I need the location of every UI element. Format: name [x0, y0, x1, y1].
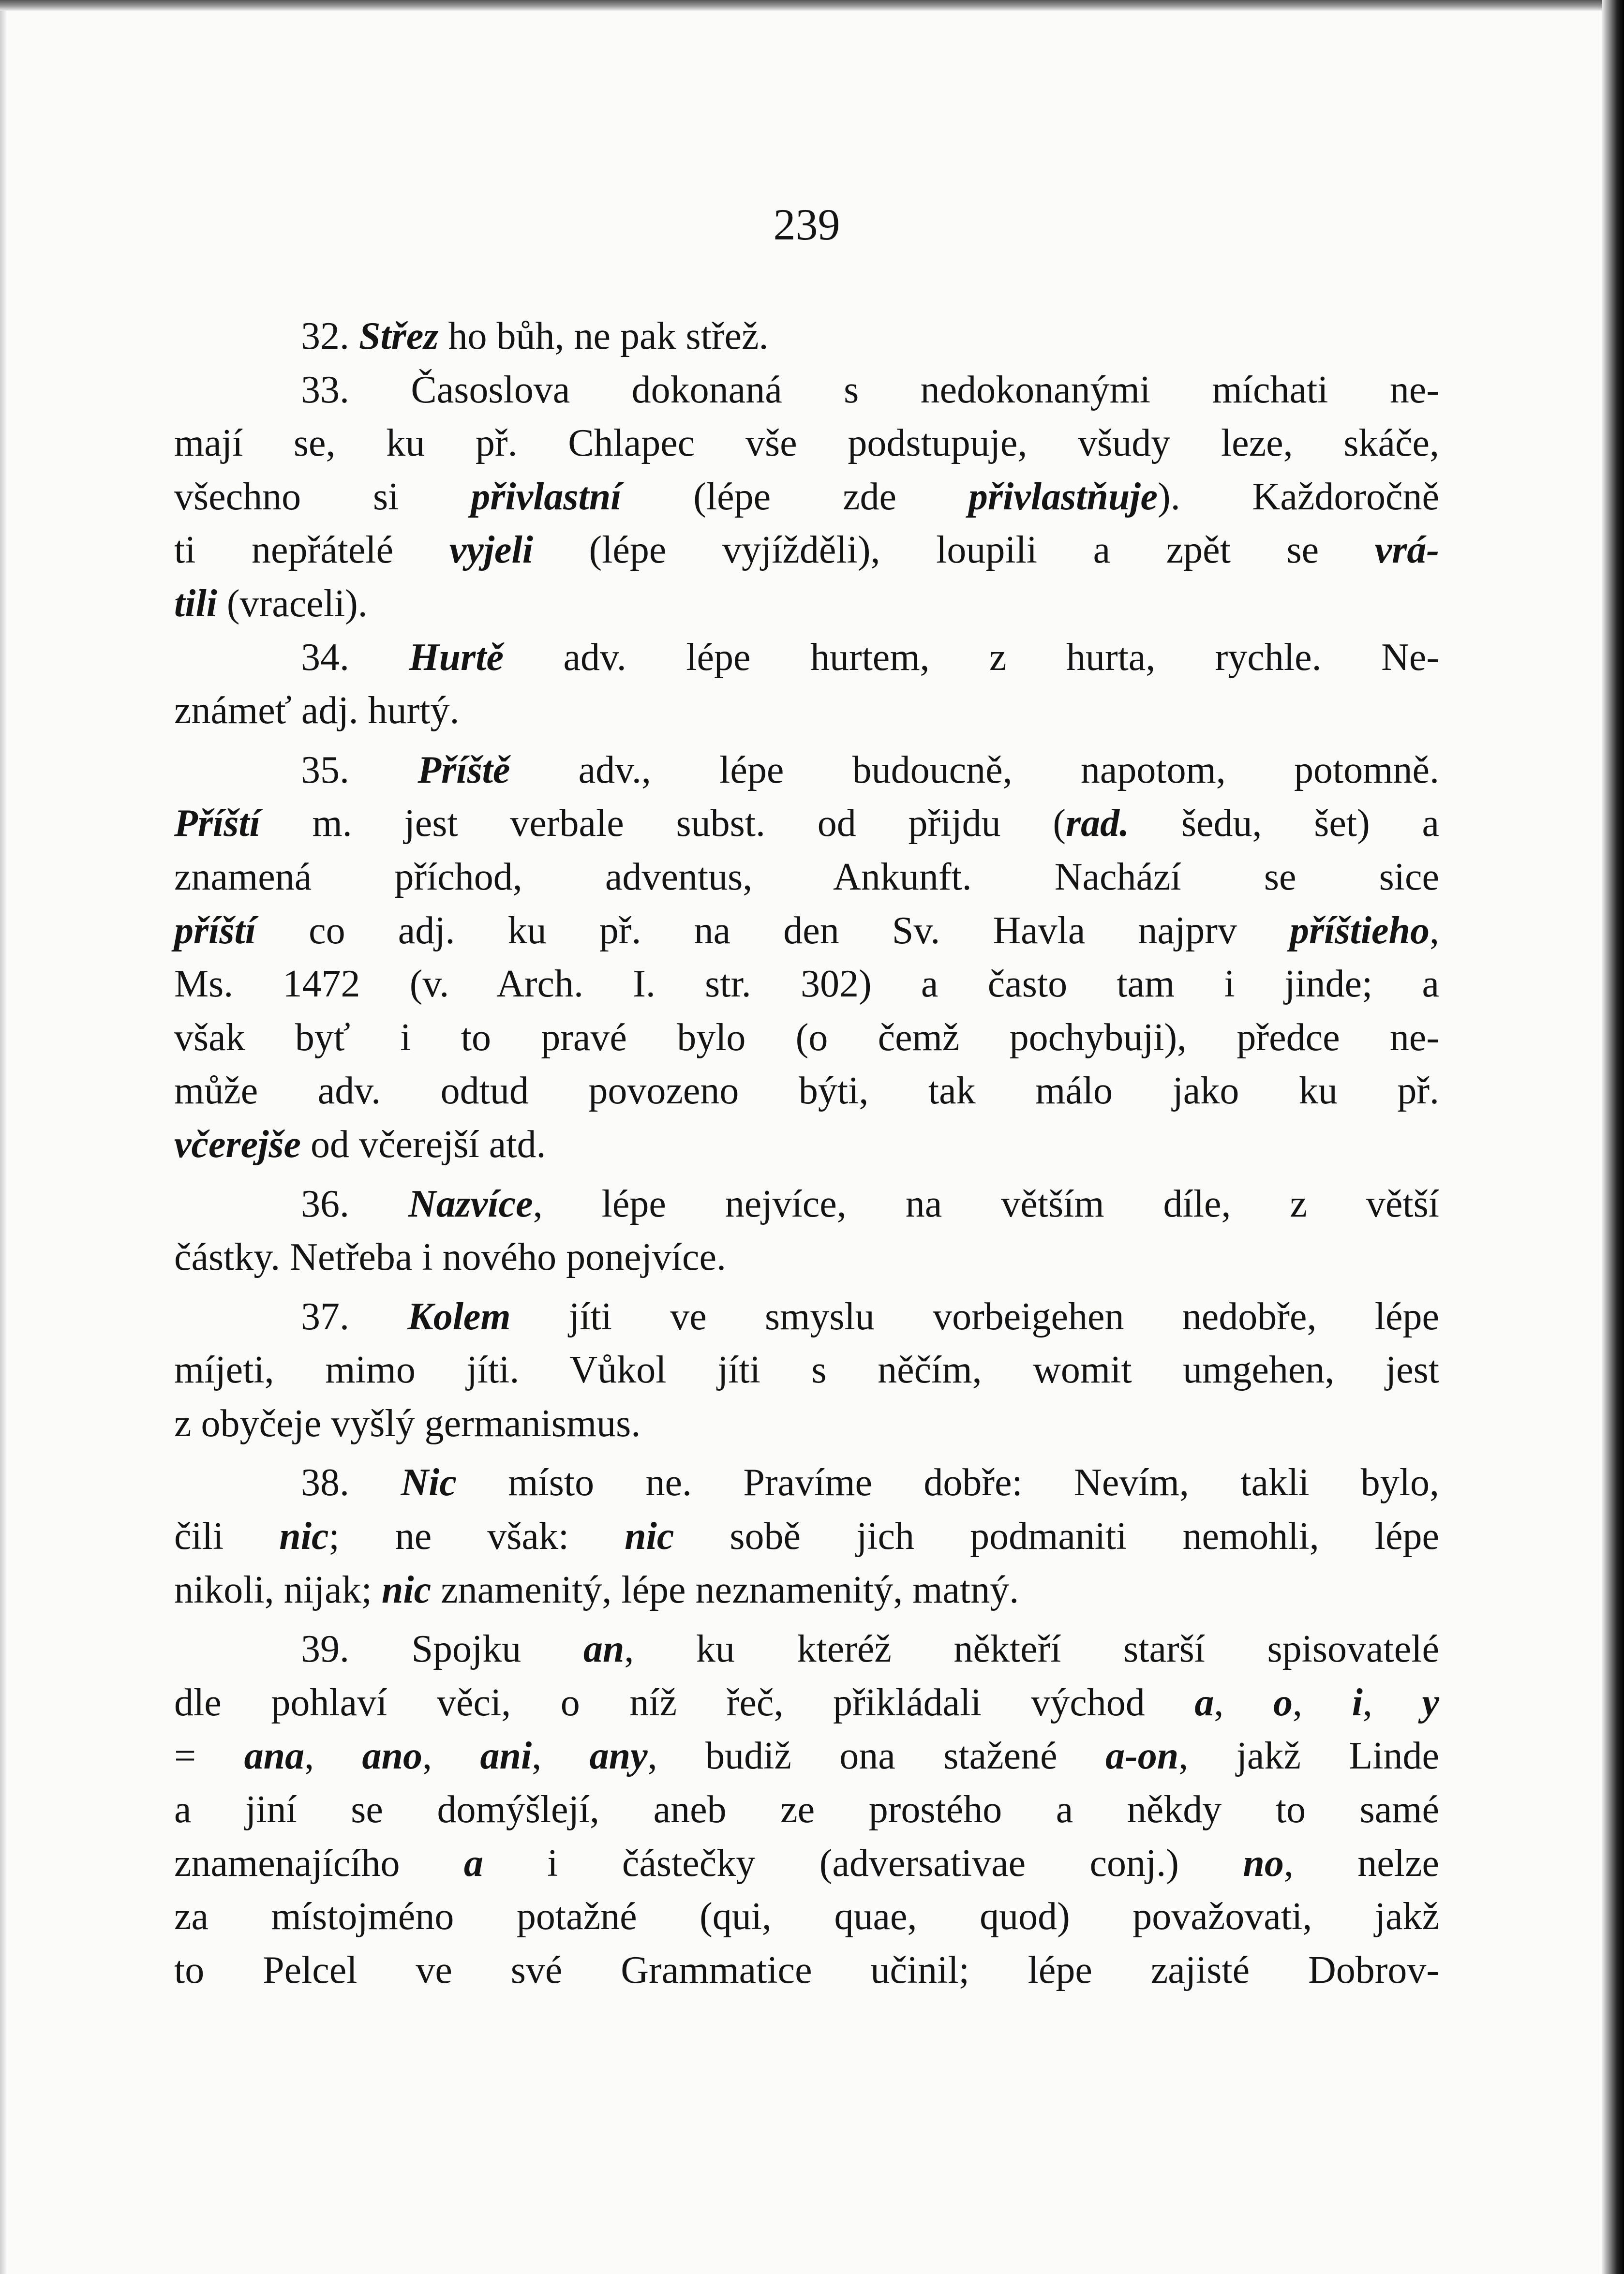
text-run: z obyčeje vyšlý germanismus.	[174, 1402, 641, 1445]
text-line	[174, 1231, 1439, 1284]
italic-term: ana	[244, 1735, 305, 1778]
text-line	[174, 1290, 1439, 1344]
text-line	[174, 363, 1439, 417]
text-run: , jakž Linde	[1178, 1735, 1439, 1778]
text-line	[174, 1729, 1439, 1783]
text-run: , ku kteréž někteří starší spisovatelé	[624, 1628, 1439, 1671]
text-run: (lépe vyjížděli), loupili a zpět se	[533, 529, 1375, 572]
text-run: za místojméno potažné (qui, quae, quod) považovati, jakž	[174, 1895, 1439, 1938]
text-run: m. jest verbale subst. od přijdu (	[260, 802, 1066, 845]
text-run: ; ne však:	[328, 1515, 625, 1558]
text-run: všechno si	[174, 475, 471, 518]
text-run: částky. Netřeba i nového ponejvíce.	[174, 1236, 727, 1279]
text-run: ,	[304, 1735, 362, 1778]
text-line	[174, 416, 1439, 470]
text-run: a jiní se domýšlejí, aneb ze prostého a někdy to samé	[174, 1788, 1439, 1831]
italic-term: přivlastňuje	[968, 475, 1158, 518]
page-right-edge-shadow	[1602, 0, 1624, 2274]
text-run: 32.	[301, 315, 359, 357]
italic-term: vyjeli	[449, 529, 533, 572]
text-run: ,	[1214, 1681, 1274, 1724]
text-run: ,	[422, 1735, 480, 1778]
text-run: , budiž ona stažené	[647, 1735, 1106, 1778]
text-run: ti nepřátelé	[174, 529, 449, 572]
italic-term: Nazvíce	[408, 1182, 533, 1225]
text-run: 39. Spojku	[301, 1628, 583, 1671]
text-line	[174, 1343, 1439, 1397]
text-run: čili	[174, 1515, 280, 1558]
italic-term: nic	[279, 1515, 329, 1558]
text-run: 34.	[301, 636, 409, 679]
text-run: sobě jich podmaniti nemohli, lépe	[674, 1515, 1439, 1558]
italic-term: y	[1422, 1681, 1440, 1724]
text-line	[174, 470, 1439, 524]
text-line	[174, 523, 1439, 577]
italic-term: Hurtě	[409, 636, 504, 679]
text-run: , nelze	[1283, 1842, 1439, 1885]
text-run: adv. lépe hurtem, z hurta, rychle. Ne-	[504, 636, 1440, 679]
text-line	[174, 1064, 1439, 1118]
text-line	[174, 904, 1439, 958]
text-run: znamená příchod, adventus, Ankunft. Nachází se sice	[174, 855, 1439, 898]
text-run: (vraceli).	[217, 582, 368, 625]
text-line	[174, 1510, 1439, 1563]
italic-term: a	[463, 1842, 483, 1885]
text-run: ). Každoročně	[1158, 475, 1439, 518]
text-run: to Pelcel ve své Grammatice učinil; lépe zajisté Dobrov-	[174, 1948, 1439, 1992]
text-line	[174, 310, 1439, 363]
text-run: nikoli, nijak;	[174, 1568, 382, 1611]
italic-term: včerejše	[174, 1123, 301, 1166]
text-run: znamenajícího	[174, 1842, 464, 1885]
italic-term: Kolem	[407, 1295, 511, 1338]
text-line	[174, 1676, 1439, 1730]
italic-term: ani	[480, 1735, 532, 1778]
text-run: však byť i to pravé bylo (o čemž pochybuji), předce ne-	[174, 1016, 1439, 1059]
text-run: může adv. odtud povozeno býti, tak málo jako ku př.	[174, 1070, 1439, 1113]
text-run: ,	[1293, 1681, 1352, 1724]
text-line	[174, 577, 1439, 631]
text-line	[174, 1622, 1439, 1676]
italic-term: příští	[174, 909, 256, 952]
text-line	[174, 850, 1439, 904]
text-run: dle pohlaví věci, o níž řeč, přikládali východ	[174, 1681, 1195, 1724]
italic-term: příštieho	[1290, 909, 1430, 952]
text-run: 36.	[301, 1182, 408, 1225]
text-line	[174, 1011, 1439, 1065]
text-run: , lépe nejvíce, na větším díle, z větší	[533, 1182, 1440, 1225]
text-run: mají se, ku př. Chlapec vše podstupuje, všudy leze, skáče,	[174, 422, 1439, 465]
text-run: Ms. 1472 (v. Arch. I. str. 302) a často tam i jinde; a	[174, 963, 1439, 1006]
page-number: 239	[773, 200, 840, 249]
text-line	[174, 1837, 1439, 1890]
italic-term: o	[1273, 1681, 1293, 1724]
text-line	[174, 1118, 1439, 1172]
text-line	[174, 1397, 1439, 1451]
body-text	[174, 310, 1439, 1997]
italic-term: nic	[625, 1515, 674, 1558]
italic-term: an	[583, 1628, 625, 1671]
italic-term: Příští	[174, 802, 260, 845]
text-run: ,	[1430, 909, 1439, 952]
text-line	[174, 631, 1439, 684]
italic-term: přivlastní	[471, 475, 622, 518]
italic-term: Nic	[401, 1461, 457, 1504]
text-line	[174, 743, 1439, 797]
text-line	[174, 1783, 1439, 1837]
text-line	[174, 797, 1439, 850]
italic-term: rad.	[1065, 802, 1130, 845]
italic-term: nic	[381, 1568, 432, 1611]
text-run: ho bůh, ne pak střež.	[438, 315, 769, 357]
text-line	[174, 684, 1439, 738]
text-run: od včerejší atd.	[301, 1123, 546, 1166]
text-run: šedu, šet) a	[1129, 802, 1440, 845]
text-run: (lépe zde	[621, 475, 968, 518]
italic-term: no	[1243, 1842, 1284, 1885]
text-run: ,	[1362, 1681, 1422, 1724]
italic-term: Příště	[417, 748, 510, 791]
text-run: =	[174, 1735, 244, 1778]
italic-term: vrá-	[1374, 529, 1439, 572]
italic-term: Střez	[359, 315, 439, 357]
text-run: 38.	[301, 1461, 401, 1504]
text-run: jíti ve smyslu vorbeigehen nedobře, lépe	[510, 1295, 1440, 1338]
text-line	[174, 1944, 1439, 1997]
page-left-edge	[0, 0, 7, 2274]
text-run: ,	[532, 1735, 590, 1778]
italic-term: any	[589, 1735, 648, 1778]
italic-term: i	[1352, 1681, 1363, 1724]
text-run: známeť adj. hurtý.	[174, 689, 460, 732]
text-run: 33. Časoslova dokonaná s nedokonanými míchati ne-	[301, 368, 1439, 411]
text-run: 37.	[301, 1295, 408, 1338]
text-line	[174, 1177, 1439, 1231]
italic-term: tili	[174, 582, 217, 625]
text-line	[174, 1456, 1439, 1510]
text-line	[174, 957, 1439, 1011]
text-run: míjeti, mimo jíti. Vůkol jíti s něčím, womit umgehen, jest	[174, 1349, 1439, 1392]
text-run: i částečky (adversativae conj.)	[483, 1842, 1243, 1885]
text-run: místo ne. Pravíme dobře: Nevím, takli bylo,	[456, 1461, 1440, 1504]
text-line	[174, 1890, 1439, 1944]
italic-term: ano	[362, 1735, 423, 1778]
italic-term: a	[1194, 1681, 1214, 1724]
text-run: 35.	[301, 748, 418, 791]
italic-term: a-on	[1105, 1735, 1179, 1778]
page-top-edge	[0, 0, 1624, 11]
text-run: znamenitý, lépe neznamenitý, matný.	[431, 1568, 1019, 1611]
text-run: co adj. ku př. na den Sv. Havla najprv	[255, 909, 1290, 952]
text-run: adv., lépe budoucně, napotom, potomně.	[510, 748, 1439, 791]
text-line	[174, 1563, 1439, 1617]
